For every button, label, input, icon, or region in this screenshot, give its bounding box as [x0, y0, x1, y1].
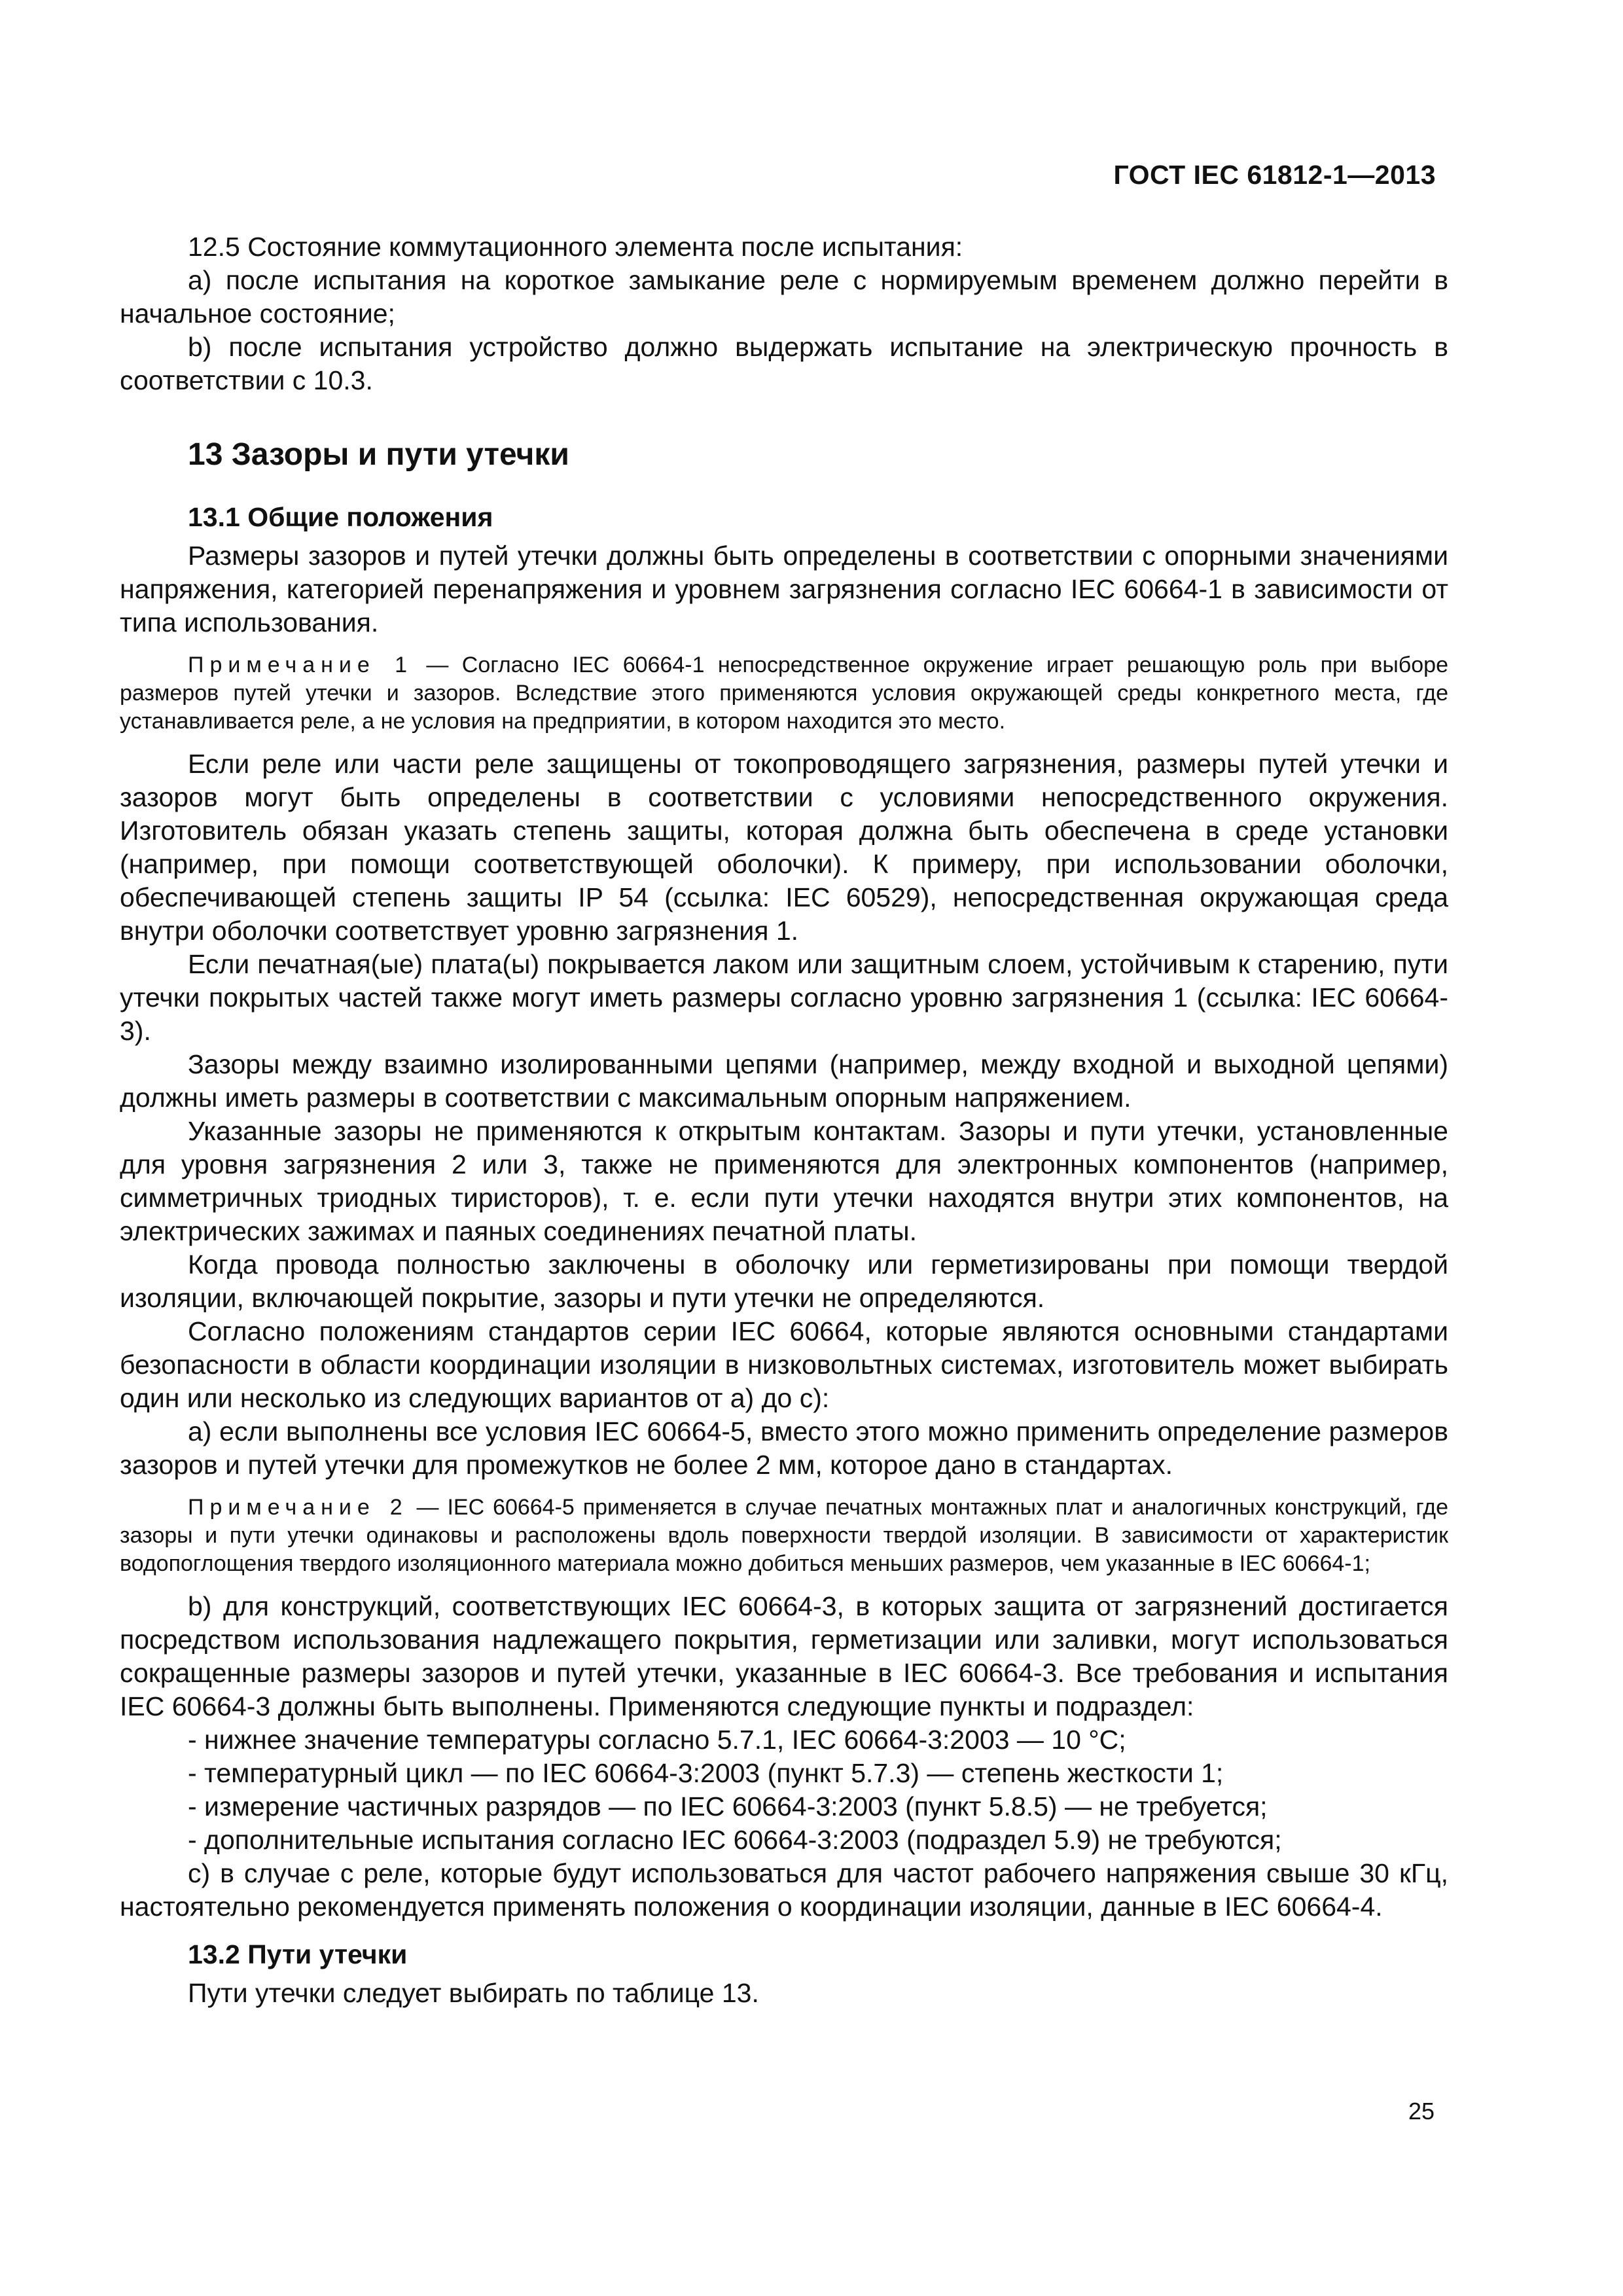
note-1-text: — Согласно IEC 60664-1 непосредственное окружение играет решающую роль при выборе размеров путей утечки и зазоров. Вследствие этого применяются условия окружающей среды конкретного места, где устанавливается реле, а не условия на предприятии, в котором находится это место. [120, 653, 1448, 734]
list-item: - нижнее значение температуры согласно 5.7.1, IEC 60664-3:2003 — 10 °С; [188, 1725, 1126, 1755]
note-2-text: — IEC 60664-5 применяется в случае печатных монтажных плат и аналогичных конструкций, где зазоры и пути утечки одинаковы и расположены вдоль поверхности твердой изоляции. В зависимости от характеристик водопоглощения твердого изоляционного материала можно добиться меньших размеров, чем указанные в IEC 60664-1; [120, 1495, 1448, 1576]
clause-12-5-b: b) после испытания устройство должно выдержать испытание на электрическую прочность в соответствии с 10.3. [120, 332, 1448, 395]
note-1 [120, 651, 1448, 736]
item-13-1-a: а) если выполнены все условия IEC 60664-5, вместо этого можно применить определение размеров зазоров и путей утечки для промежутков не более 2 мм, которое дано в стандартах. [120, 1416, 1448, 1480]
paragraph-13-1-4: Зазоры между взаимно изолированными цепями (например, между входной и выходной цепями) должны иметь размеры в соответствии с максимальным опорным напряжением. [120, 1049, 1448, 1113]
list-item: - дополнительные испытания согласно IEC 60664-3:2003 (подраздел 5.9) не требуются; [188, 1825, 1282, 1855]
list-item: - измерение частичных разрядов — по IEC 60664-3:2003 (пункт 5.8.5) — не требуется; [188, 1791, 1268, 1821]
paragraph-13-1-2: Если реле или части реле защищены от токопроводящего загрязнения, размеры путей утечки и зазоров могут быть определены в соответствии с условиями непосредственного окружения. Изготовитель обязан указать степень защиты, которая должна быть обеспечена в среде установки (например, при помощи соответствующей оболочки). К примеру, при использовании оболочки, обеспечивающей степень защиты IP 54 (ссылка: IEC 60529), непосредственная окружающая среда внутри оболочки соответствует уровню загрязнения 1. [120, 749, 1448, 946]
note-1-label: Примечание 1 [188, 653, 414, 677]
note-2 [120, 1494, 1448, 1578]
item-13-1-b: b) для конструкций, соответствующих IEC 60664-3, в которых защита от загрязнений достигается посредством использования надлежащего покрытия, герметизации или заливки, могут использоваться сокращенные размеры зазоров и путей утечки, указанные в IEC 60664-3. Все требования и испытания IEC 60664-3 должны быть выполнены. Применяются следующие пункты и подраздел: [120, 1591, 1448, 1721]
paragraph-13-2-1: Пути утечки следует выбирать по таблице 13. [188, 1978, 759, 2008]
paragraph-13-1-7: Согласно положениям стандартов серии IEC 60664, которые являются основными стандартами безопасности в области координации изоляции в низковольтных системах, изготовитель может выбирать один или несколько из следующих вариантов от а) до с): [120, 1316, 1448, 1413]
document-header: ГОСТ IEC 61812-1—2013 [1113, 160, 1436, 190]
paragraph-13-1-3: Если печатная(ые) плата(ы) покрывается лаком или защитным слоем, устойчивым к старению, пути утечки покрытых частей также могут иметь размеры согласно уровню загрязнения 1 (ссылка: IEC 60664-3). [120, 949, 1448, 1046]
paragraph-13-1-1: Размеры зазоров и путей утечки должны быть определены в соответствии с опорными значениями напряжения, категорией перенапряжения и уровнем загрязнения согласно IEC 60664-1 в зависимости от типа использования. [120, 541, 1448, 637]
section-13-2-heading: 13.2 Пути утечки [188, 1939, 408, 1969]
page-body [120, 230, 1448, 2010]
section-13-heading: 13 Зазоры и пути утечки [188, 437, 569, 472]
note-2-label: Примечание 2 [188, 1495, 408, 1520]
clause-12-5: 12.5 Состояние коммутационного элемента после испытания: [188, 232, 963, 262]
section-13-1-heading: 13.1 Общие положения [188, 502, 493, 532]
paragraph-13-1-6: Когда провода полностью заключены в оболочку или герметизированы при помощи твердой изоляции, включающей покрытие, зазоры и пути утечки не определяются. [120, 1249, 1448, 1313]
paragraph-13-1-5: Указанные зазоры не применяются к открытым контактам. Зазоры и пути утечки, установленные для уровня загрязнения 2 или 3, также не применяются для электронных компонентов (например, симметричных триодных тиристоров), т. е. если пути утечки находятся внутри этих компонентов, на электрических зажимах и паяных соединениях печатной платы. [120, 1116, 1448, 1246]
item-13-1-c: с) в случае с реле, которые будут использоваться для частот рабочего напряжения свыше 30 кГц, настоятельно рекомендуется применять положения о координации изоляции, данные в IEC 60664-4. [120, 1858, 1448, 1922]
list-item: - температурный цикл — по IEC 60664-3:2003 (пункт 5.7.3) — степень жесткости 1; [188, 1758, 1224, 1788]
page-number: 25 [1408, 2098, 1435, 2125]
clause-12-5-a: a) после испытания на короткое замыкание реле с нормируемым временем должно перейти в начальное состояние; [120, 265, 1448, 329]
